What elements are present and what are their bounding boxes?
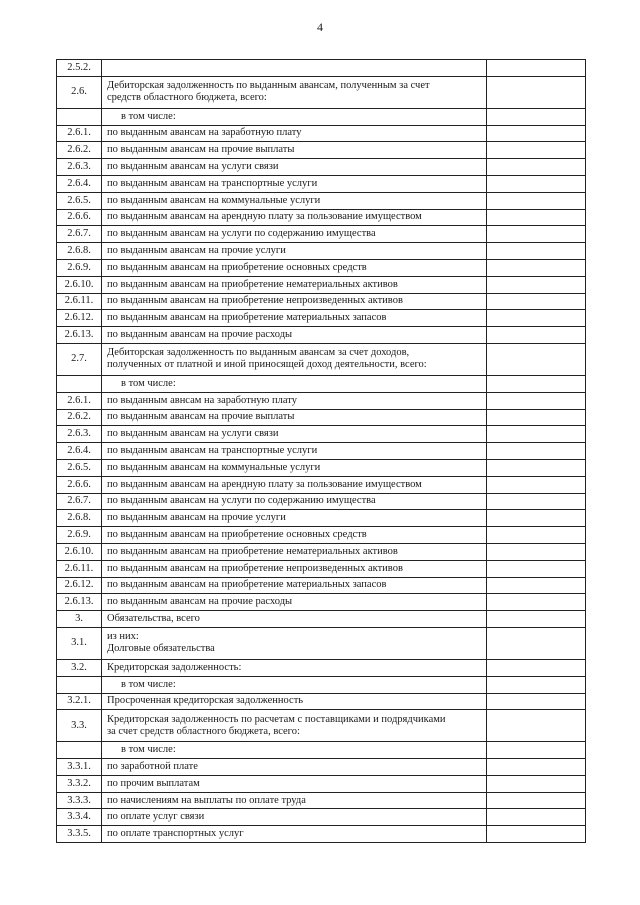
- row-description-cell: [102, 310, 487, 327]
- row-value-cell: [487, 259, 586, 276]
- row-number-cell: 2.6.8.: [57, 243, 102, 260]
- row-description-cell: [102, 476, 487, 493]
- table-row: [57, 142, 586, 159]
- row-value-cell: [487, 392, 586, 409]
- row-description-line: по выданным авансам на приобретение основных средств: [107, 261, 367, 273]
- row-number-cell: 2.6.10.: [57, 543, 102, 560]
- table-row: [57, 577, 586, 594]
- row-description-cell: [102, 809, 487, 826]
- row-number-cell: 3.3.: [57, 710, 102, 742]
- row-value-cell: [487, 243, 586, 260]
- row-number-cell: 2.7.: [57, 343, 102, 375]
- row-number-cell: 3.3.3.: [57, 792, 102, 809]
- row-value-cell: [487, 659, 586, 676]
- table-row: [57, 243, 586, 260]
- row-number-cell: 2.6.: [57, 76, 102, 108]
- row-number-cell: 3.2.1.: [57, 693, 102, 710]
- row-value-cell: [487, 209, 586, 226]
- row-number-cell: 2.6.3.: [57, 426, 102, 443]
- table-row: [57, 759, 586, 776]
- row-description-cell: [102, 226, 487, 243]
- row-number-cell: 2.6.2.: [57, 409, 102, 426]
- row-description-line: за счет средств областного бюджета, всего:: [107, 725, 300, 737]
- row-description-line: в том числе:: [121, 377, 176, 389]
- row-description-line: по выданным авансам на коммунальные услуги: [107, 461, 321, 473]
- row-number-cell: 2.6.1.: [57, 392, 102, 409]
- row-description-line: по выданным авансам на приобретение непроизведенных активов: [107, 295, 403, 307]
- row-description-cell: [102, 243, 487, 260]
- row-description-cell: [102, 375, 487, 392]
- row-number-cell: 2.6.9.: [57, 527, 102, 544]
- table-row: [57, 693, 586, 710]
- row-number-cell: 3.1.: [57, 627, 102, 659]
- row-number-cell: [57, 742, 102, 759]
- row-value-cell: [487, 792, 586, 809]
- table-row: [57, 175, 586, 192]
- row-number-cell: 2.6.2.: [57, 142, 102, 159]
- table-row: [57, 510, 586, 527]
- row-value-cell: [487, 409, 586, 426]
- table-row: [57, 611, 586, 628]
- row-value-cell: [487, 527, 586, 544]
- row-description-line: Дебиторская задолженность по выданным авансам, полученным за счет: [107, 80, 430, 92]
- row-description-cell: [102, 426, 487, 443]
- row-number-cell: 2.6.10.: [57, 276, 102, 293]
- table-row: [57, 476, 586, 493]
- row-number-cell: 2.6.7.: [57, 226, 102, 243]
- row-description-line: полученных от платной и иной приносящей доход деятельности, всего:: [107, 359, 427, 371]
- row-value-cell: [487, 60, 586, 77]
- row-description-line: по выданным авансам на арендную плату за пользование имуществом: [107, 211, 422, 223]
- row-description-cell: [102, 611, 487, 628]
- row-value-cell: [487, 577, 586, 594]
- row-description-cell: [102, 276, 487, 293]
- row-description-cell: [102, 594, 487, 611]
- row-description-cell: [102, 792, 487, 809]
- row-description-cell: [102, 560, 487, 577]
- row-description-line: по выданным авнсам на заработную плату: [107, 394, 297, 406]
- row-value-cell: [487, 375, 586, 392]
- row-value-cell: [487, 627, 586, 659]
- row-description-cell: [102, 493, 487, 510]
- row-description-line: Долговые обязательства: [107, 643, 215, 655]
- row-value-cell: [487, 142, 586, 159]
- row-value-cell: [487, 809, 586, 826]
- row-number-cell: 2.6.9.: [57, 259, 102, 276]
- row-number-cell: [57, 676, 102, 693]
- table-row: [57, 310, 586, 327]
- row-description-line: Просроченная кредиторская задолженность: [107, 695, 304, 707]
- table-row: [57, 775, 586, 792]
- table-row: [57, 293, 586, 310]
- row-description-line: по выданным авансам на арендную плату за пользование имуществом: [107, 478, 422, 490]
- row-number-cell: 2.6.8.: [57, 510, 102, 527]
- table-row: [57, 543, 586, 560]
- row-number-cell: 2.5.2.: [57, 60, 102, 77]
- row-description-line: по выданным авансам на услуги связи: [107, 428, 279, 440]
- table-row: [57, 375, 586, 392]
- row-description-cell: [102, 209, 487, 226]
- row-value-cell: [487, 192, 586, 209]
- row-number-cell: 2.6.6.: [57, 209, 102, 226]
- table-body: [57, 60, 586, 843]
- row-value-cell: [487, 327, 586, 344]
- row-description-cell: [102, 108, 487, 125]
- table-row: [57, 392, 586, 409]
- row-value-cell: [487, 310, 586, 327]
- row-number-cell: [57, 108, 102, 125]
- row-number-cell: 2.6.11.: [57, 293, 102, 310]
- row-description-line: в том числе:: [121, 110, 176, 122]
- row-description-line: по выданным авансам на приобретение материальных запасов: [107, 312, 387, 324]
- row-description-line: по выданным авансам на приобретение основных средств: [107, 529, 367, 541]
- row-description-line: Дебиторская задолженность по выданным авансам за счет доходов,: [107, 347, 410, 359]
- row-number-cell: 2.6.5.: [57, 459, 102, 476]
- table-row: [57, 742, 586, 759]
- table-row: [57, 527, 586, 544]
- row-description-line: по прочим выплатам: [107, 777, 200, 789]
- row-description-line: Кредиторская задолженность:: [107, 661, 242, 673]
- table-row: [57, 459, 586, 476]
- row-description-cell: [102, 577, 487, 594]
- row-description-line: по выданным авансам на прочие услуги: [107, 245, 286, 257]
- row-description-line: по выданным авансам на услуги по содержанию имущества: [107, 495, 376, 507]
- row-number-cell: 3.3.2.: [57, 775, 102, 792]
- row-value-cell: [487, 443, 586, 460]
- row-description-line: по выданным авансам на приобретение нематериальных активов: [107, 545, 398, 557]
- row-description-line: по заработной плате: [107, 760, 198, 772]
- row-number-cell: 2.6.6.: [57, 476, 102, 493]
- row-description-line: по выданным авансам на прочие расходы: [107, 329, 293, 341]
- row-description-cell: [102, 293, 487, 310]
- table-row: [57, 226, 586, 243]
- row-description-cell: [102, 676, 487, 693]
- row-description-line: по выданным авансам на услуги связи: [107, 161, 279, 173]
- row-value-cell: [487, 125, 586, 142]
- row-description-cell: [102, 742, 487, 759]
- row-description-cell: [102, 343, 487, 375]
- row-value-cell: [487, 759, 586, 776]
- row-description-line: по начислениям на выплаты по оплате труда: [107, 794, 306, 806]
- row-value-cell: [487, 293, 586, 310]
- row-value-cell: [487, 426, 586, 443]
- row-description-line: по выданным авансам на услуги по содержанию имущества: [107, 228, 376, 240]
- table-row: [57, 108, 586, 125]
- row-number-cell: 3.2.: [57, 659, 102, 676]
- row-value-cell: [487, 476, 586, 493]
- row-description-line: из них:: [107, 631, 139, 643]
- row-value-cell: [487, 108, 586, 125]
- row-description-cell: [102, 192, 487, 209]
- row-description-cell: [102, 659, 487, 676]
- row-description-line: по оплате услуг связи: [107, 811, 205, 823]
- row-description-line: по выданным авансам на прочие выплаты: [107, 144, 295, 156]
- row-number-cell: 3.: [57, 611, 102, 628]
- row-value-cell: [487, 826, 586, 843]
- row-description-line: по выданным авансам на приобретение материальных запасов: [107, 579, 387, 591]
- row-description-line: Кредиторская задолженность по расчетам с поставщиками и подрядчиками: [107, 713, 446, 725]
- table-row: [57, 276, 586, 293]
- table-row: [57, 792, 586, 809]
- row-description-cell: [102, 60, 487, 77]
- row-value-cell: [487, 611, 586, 628]
- row-value-cell: [487, 493, 586, 510]
- row-description-line: Обязательства, всего: [107, 613, 200, 624]
- table-row: [57, 259, 586, 276]
- row-number-cell: 2.6.4.: [57, 175, 102, 192]
- row-description-line: по выданным авансам на транспортные услуги: [107, 177, 318, 189]
- table-row: [57, 125, 586, 142]
- table-row: [57, 826, 586, 843]
- row-description-cell: [102, 443, 487, 460]
- table-row: [57, 159, 586, 176]
- row-number-cell: 2.6.13.: [57, 594, 102, 611]
- table-row: [57, 560, 586, 577]
- row-value-cell: [487, 510, 586, 527]
- row-number-cell: 2.6.4.: [57, 443, 102, 460]
- table-row: [57, 809, 586, 826]
- row-number-cell: 3.3.4.: [57, 809, 102, 826]
- table-row: [57, 327, 586, 344]
- page-number: 4: [317, 20, 323, 34]
- table-row: [57, 627, 586, 659]
- row-description-line: по выданным авансам на заработную плату: [107, 127, 302, 139]
- row-value-cell: [487, 775, 586, 792]
- row-description-line: по выданным авансам на коммунальные услуги: [107, 194, 321, 206]
- row-description-line: средств областного бюджета, всего:: [107, 92, 267, 104]
- row-number-cell: 2.6.3.: [57, 159, 102, 176]
- table-row: [57, 710, 586, 742]
- row-value-cell: [487, 343, 586, 375]
- row-value-cell: [487, 710, 586, 742]
- row-value-cell: [487, 676, 586, 693]
- row-description-cell: [102, 392, 487, 409]
- table-row: [57, 60, 586, 77]
- row-value-cell: [487, 560, 586, 577]
- row-description-line: в том числе:: [121, 744, 176, 756]
- row-description-line: по оплате транспортных услуг: [107, 828, 244, 840]
- row-description-cell: [102, 327, 487, 344]
- row-value-cell: [487, 543, 586, 560]
- row-description-cell: [102, 826, 487, 843]
- row-description-line: по выданным авансам на транспортные услуги: [107, 445, 318, 457]
- row-value-cell: [487, 276, 586, 293]
- row-number-cell: 2.6.12.: [57, 310, 102, 327]
- row-description-cell: [102, 710, 487, 742]
- row-number-cell: 3.3.1.: [57, 759, 102, 776]
- row-number-cell: 2.6.5.: [57, 192, 102, 209]
- row-description-cell: [102, 627, 487, 659]
- row-description-cell: [102, 527, 487, 544]
- row-number-cell: 2.6.11.: [57, 560, 102, 577]
- row-description-line: по выданным авансам на прочие расходы: [107, 596, 293, 608]
- row-value-cell: [487, 742, 586, 759]
- row-description-cell: [102, 693, 487, 710]
- row-description-line: по выданным авансам на приобретение непроизведенных активов: [107, 562, 403, 574]
- row-description-line: в том числе:: [121, 678, 176, 690]
- row-description-cell: [102, 543, 487, 560]
- table-row: [57, 409, 586, 426]
- row-number-cell: 2.6.12.: [57, 577, 102, 594]
- row-value-cell: [487, 459, 586, 476]
- row-value-cell: [487, 76, 586, 108]
- table-row: [57, 443, 586, 460]
- row-description-line: по выданным авансам на приобретение нематериальных активов: [107, 278, 398, 290]
- table-row: [57, 676, 586, 693]
- table-row: [57, 594, 586, 611]
- table-row: [57, 343, 586, 375]
- row-description-cell: [102, 76, 487, 108]
- row-number-cell: [57, 375, 102, 392]
- row-description-cell: [102, 459, 487, 476]
- row-number-cell: 2.6.7.: [57, 493, 102, 510]
- row-description-line: по выданным авансам на прочие услуги: [107, 512, 286, 524]
- row-description-cell: [102, 259, 487, 276]
- row-value-cell: [487, 175, 586, 192]
- table-row: [57, 493, 586, 510]
- row-description-cell: [102, 759, 487, 776]
- row-description-cell: [102, 775, 487, 792]
- row-description-cell: [102, 142, 487, 159]
- row-description-cell: [102, 409, 487, 426]
- row-description-cell: [102, 159, 487, 176]
- row-number-cell: 3.3.5.: [57, 826, 102, 843]
- row-value-cell: [487, 594, 586, 611]
- financial-indicators-table: [56, 59, 586, 843]
- table-row: [57, 426, 586, 443]
- table-row: [57, 659, 586, 676]
- row-description-cell: [102, 125, 487, 142]
- row-description-cell: [102, 510, 487, 527]
- row-value-cell: [487, 693, 586, 710]
- table-row: [57, 209, 586, 226]
- row-number-cell: 2.6.13.: [57, 327, 102, 344]
- table-row: [57, 76, 586, 108]
- row-description-line: по выданным авансам на прочие выплаты: [107, 411, 295, 423]
- row-value-cell: [487, 226, 586, 243]
- row-number-cell: 2.6.1.: [57, 125, 102, 142]
- table-row: [57, 192, 586, 209]
- row-value-cell: [487, 159, 586, 176]
- row-description-cell: [102, 175, 487, 192]
